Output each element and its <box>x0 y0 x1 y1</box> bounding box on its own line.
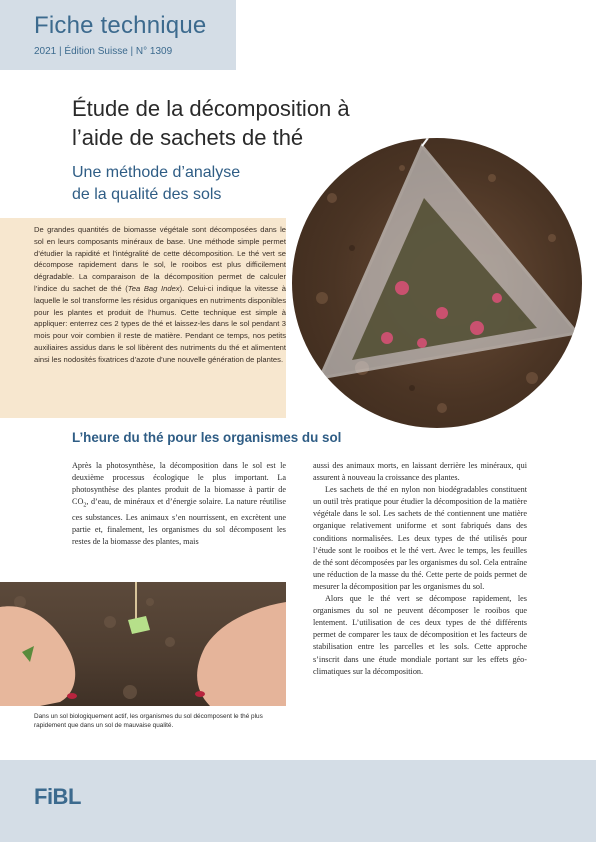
section-heading: L’heure du thé pour les organismes du sol <box>72 430 342 445</box>
col1-paragraph-1 <box>72 460 286 548</box>
page-subtitle <box>72 162 312 206</box>
photo-caption: Dans un sol biologiquement actif, les organismes du sol décomposent le thé plus rapidement que dans un sol de mauvaise qualité. <box>34 713 263 729</box>
intro-text-part-2: ). Celui-ci indique la vitesse à laquelle le sol transforme les résidus organiques en nutriments disponibles pour les plantes et produit de l’humus. Cette technique est simple à appliquer: enterrez ces 2 types de thé et laissez-les dans le sol pendant 3 mois pour voir combien il reste de matière. Pendant ce temps, nos petits auxiliaires assidus dans le sol libèrent des nutriments du thé et alimentent ainsi les nodosités fixatrices d’azote d’une nouvelle génération de plantes. <box>34 283 286 364</box>
document-type: Fiche technique <box>34 12 207 39</box>
footer-band <box>0 760 596 842</box>
col2-paragraph-1: aussi des animaux morts, en laissant derrière les minéraux, qui assurent à nouveau la croissance des plantes. <box>313 461 527 483</box>
tea-bag-photo <box>292 138 582 428</box>
subtitle-line-2: de la qualité des sols <box>72 186 222 203</box>
intro-term: Tea Bag Index <box>127 283 180 293</box>
co2-subscript: 2 <box>83 502 87 509</box>
fibl-logo[interactable]: FiBL <box>34 784 81 809</box>
tea-bag-illustration <box>292 138 582 428</box>
document-meta: 2021 | Édition Suisse | N° 1309 <box>34 46 173 57</box>
body-column-2 <box>313 460 527 678</box>
intro-text <box>34 224 286 366</box>
title-line-2: l’aide de sachets de thé <box>72 125 304 150</box>
subtitle-line-1: Une méthode d’analyse <box>72 164 241 181</box>
col2-paragraph-3: Alors que le thé vert se décompose rapidement, les organismes du sol ne peuvent décomposer le rooibos que lentement. L’utilisation de ces deux types de thé différents permet de comparer les taux de décomposition et les facteurs de stabilisation entre les parcelles et les sols. Cette approche s’inscrit dans une étude mondiale portant sur les effets géo-climatiques sur la décomposition. <box>313 594 527 676</box>
hands-in-soil-photo <box>0 582 286 706</box>
col1-p1-text-b: , d’eau, de minéraux et d’énergie solaire. La nature réutilise ces substances. Les animaux s’en nourrissent, en excrètent une partie et, finalement, les organismes du sol décomposent les restes de la biomasse des plantes, mais <box>72 497 286 547</box>
col2-paragraph-2: Les sachets de thé en nylon non biodégradables constituent un outil très pratique pour étudier la décomposition de la matière végétale dans le sol. Les sachets de thé contiennent une matière organique relativement uniforme et sont fabriqués dans des conditions normalisées. Les deux types de thé utilisés pour l’étude sont le rooibos et le thé vert. Avec le temps, les feuilles de thé sont décomposées par les organismes du sol. Cela entraîne une réduction de la masse du thé. Cette perte de poids permet de mesurer la décomposition par les organismes du sol. <box>313 485 527 591</box>
hands-illustration <box>0 582 286 706</box>
page-title <box>72 94 402 152</box>
title-line-1: Étude de la décomposition à <box>72 96 350 121</box>
col1-p1-text-a: Après la photosynthèse, la décomposition dans le sol est le deuxième processus écologique le plus important. La photosynthèse des plantes produit de la biomasse à partir de CO <box>72 461 286 507</box>
body-column-1 <box>72 460 286 548</box>
intro-text-part-1: De grandes quantités de biomasse végétale sont décomposées dans le sol en leurs composants minéraux de base. Une méthode simple permet d’étudier la rapidité et l’intégralité de cette décomposition. Le thé vert se décompose rapidement dans le sol, le rooibos est plus difficilement dégradable. La comparaison de la décomposition permet de calculer l’indice du sachet de thé ( <box>34 225 286 293</box>
